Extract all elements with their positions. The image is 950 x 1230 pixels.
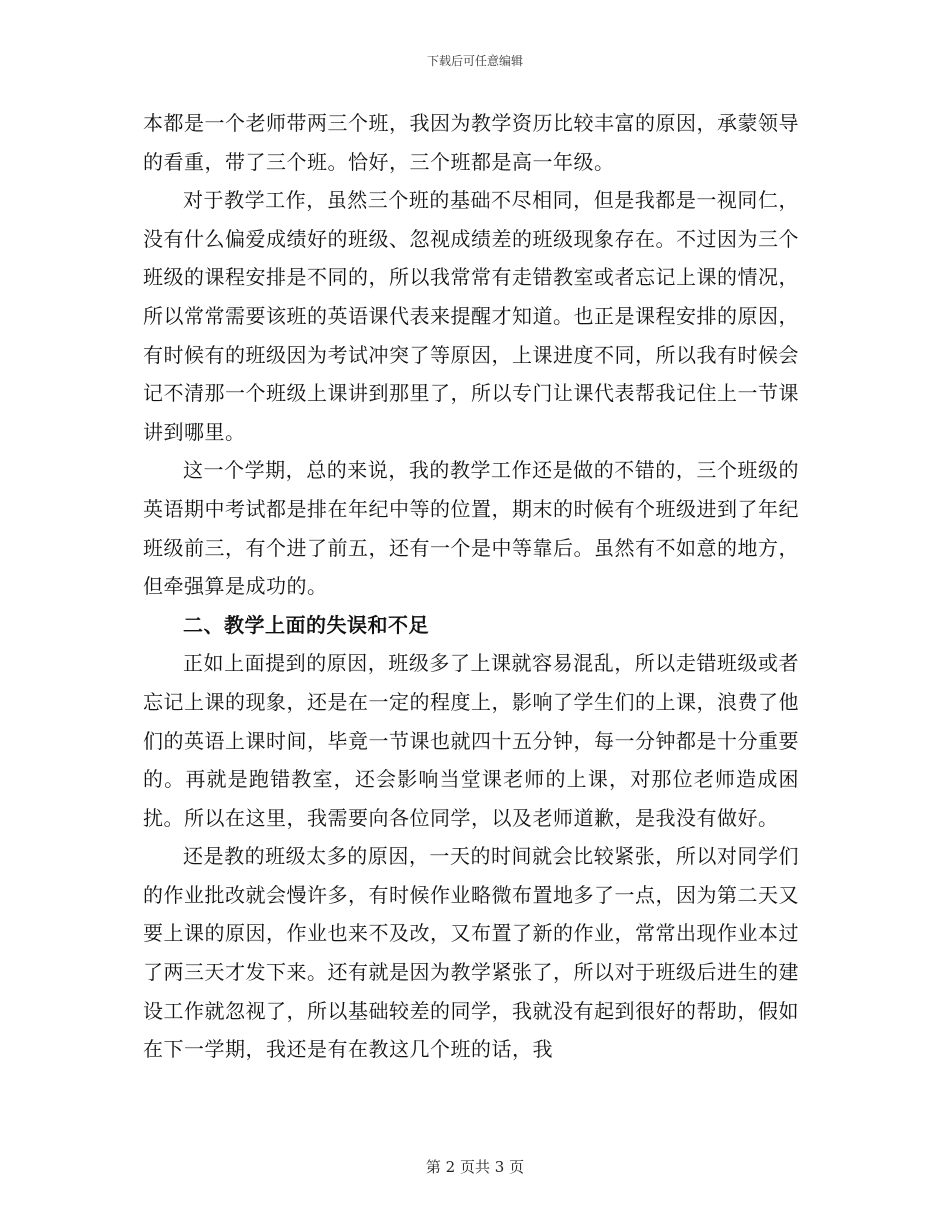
document-body [143, 104, 799, 1069]
section-heading: 二、教学上面的失误和不足 [183, 612, 429, 637]
paragraph: 这一个学期，总的来说，我的教学工作还是做的不错的，三个班级的英语期中考试都是排在年纪中等的位置，期末的时候有个班级进到了年纪班级前三，有个进了前五，还有一个是中等靠后。虽然有不如意的地方，但牵强算是成功的。 [143, 458, 799, 599]
page-number: 第 2 页共 3 页 [425, 1158, 525, 1176]
paragraph: 正如上面提到的原因，班级多了上课就容易混乱，所以走错班级或者忘记上课的现象，还是在一定的程度上，影响了学生们的上课，浪费了他们的英语上课时间，毕竟一节课也就四十五分钟，每一分钟都是十分重要的。再就是跑错教室，还会影响当堂课老师的上课，对那位老师造成困扰。所以在这里，我需要向各位同学，以及老师道歉，是我没有做好。 [143, 651, 799, 830]
header-note: 下载后可任意编辑 [426, 54, 523, 68]
paragraph: 对于教学工作，虽然三个班的基础不尽相同，但是我都是一视同仁，没有什么偏爱成绩好的班级、忽视成绩差的班级现象存在。不过因为三个班级的课程安排是不同的，所以我常常有走错教室或者忘记上课的情况，所以常常需要该班的英语课代表来提醒才知道。也正是课程安排的原因，有时候有的班级因为考试冲突了等原因，上课进度不同，所以我有时候会记不清那一个班级上课讲到那里了，所以专门让课代表帮我记住上一节课讲到哪里。 [143, 188, 799, 444]
paragraph: 还是教的班级太多的原因，一天的时间就会比较紧张，所以对同学们的作业批改就会慢许多，有时候作业略微布置地多了一点，因为第二天又要上课的原因，作业也来不及改，又布置了新的作业，常常出现作业本过了两三天才发下来。还有就是因为教学紧张了，所以对于班级后进生的建设工作就忽视了，所以基础较差的同学，我就没有起到很好的帮助，假如在下一学期，我还是有在教这几个班的话，我 [143, 844, 799, 1062]
paragraph-continuation: 本都是一个老师带两三个班，我因为教学资历比较丰富的原因，承蒙领导的看重，带了三个班。恰好，三个班都是高一年级。 [143, 111, 799, 174]
